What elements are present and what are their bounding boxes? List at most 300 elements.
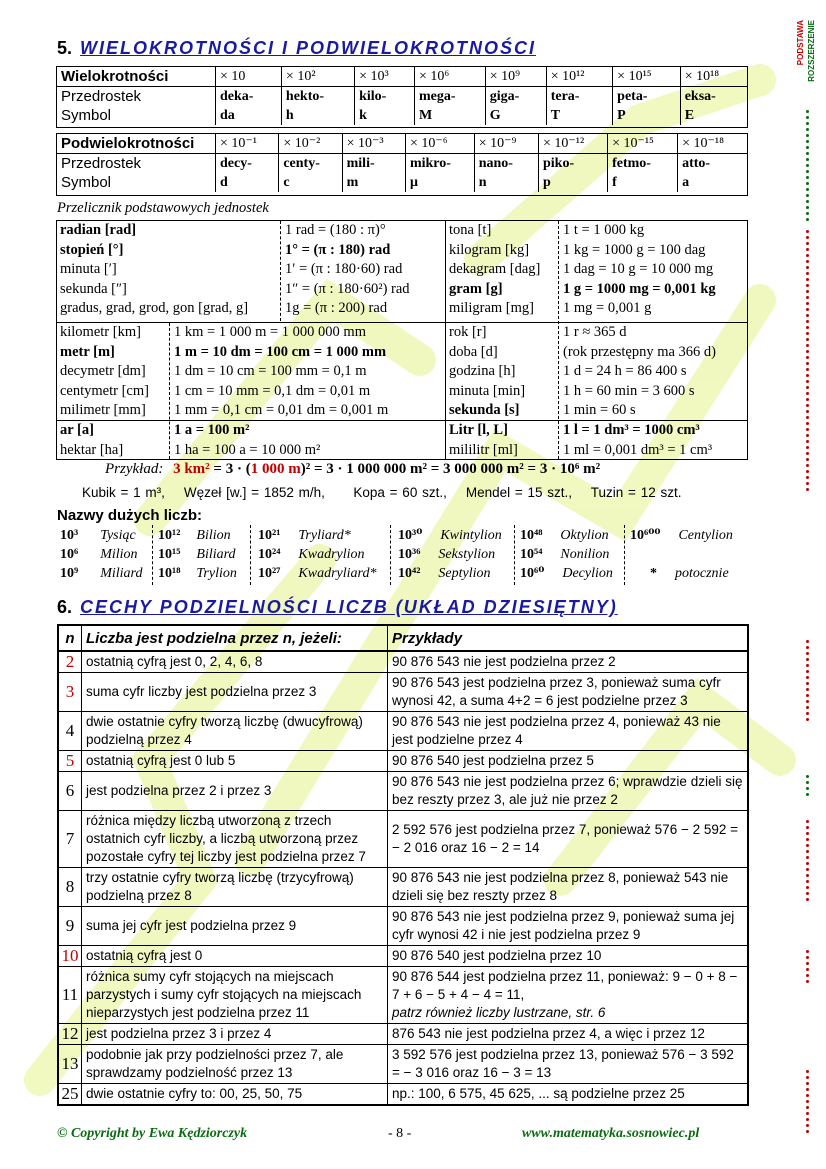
unit-name: mililitr [ml] — [449, 441, 518, 458]
side-dot — [806, 284, 809, 287]
side-dot — [806, 1088, 809, 1091]
big-numbers-separator — [390, 525, 391, 585]
divisor: 6 — [58, 772, 82, 811]
unit-value: 1 dm = 10 cm = 100 mm = 0,1 m — [174, 363, 367, 379]
misc-item: Tuzin = 12 szt. — [590, 485, 682, 500]
condition: jest podzielna przez 3 i przez 4 — [82, 1024, 388, 1045]
unit-name: sekunda [s] — [449, 402, 520, 418]
footer-copyright: © Copyright by Ewa Kędziorczyk — [57, 1126, 248, 1141]
example-label: Przykład: — [105, 461, 164, 477]
grid-line — [445, 220, 446, 459]
side-dot — [806, 434, 809, 437]
side-dot — [806, 1094, 809, 1097]
unit-name: Litr [l, L] — [449, 422, 508, 438]
example-text: 90 876 543 jest podzielna przez 3, ponieważ suma cyfr wynosi 42, a suma 4+2 = 6 jest podzielne przez 3 — [392, 675, 721, 708]
symbol: c — [279, 173, 342, 192]
symbol: G — [485, 106, 546, 125]
side-dot — [806, 152, 809, 155]
side-dot — [806, 1124, 809, 1127]
side-dot — [806, 248, 809, 251]
table-row — [58, 967, 748, 1024]
side-dot — [806, 254, 809, 257]
side-dot — [806, 793, 809, 796]
side-dot — [806, 392, 809, 395]
prefix: eksa- — [680, 87, 747, 107]
table-row — [58, 751, 748, 772]
side-dot — [806, 1100, 809, 1103]
side-dot — [806, 308, 809, 311]
side-dot — [806, 428, 809, 431]
unit-name: metr [m] — [60, 343, 115, 360]
big-number-exponent: 10⁹ — [60, 566, 79, 581]
side-dot — [806, 700, 809, 703]
side-dot — [806, 1070, 809, 1073]
symbol: M — [415, 106, 486, 125]
side-dot — [806, 470, 809, 473]
side-dot — [806, 134, 809, 137]
side-dot — [806, 410, 809, 413]
table-row — [58, 1024, 748, 1045]
big-number-name: Decylion — [562, 566, 613, 581]
side-dot — [806, 1076, 809, 1079]
col-examples: Przykłady — [388, 625, 749, 651]
side-dot — [806, 874, 809, 877]
table-row — [58, 651, 748, 673]
unit-value: 1 km = 1 000 m = 1 000 000 mm — [174, 324, 366, 340]
side-dot — [806, 422, 809, 425]
side-dot — [806, 862, 809, 865]
big-number-item — [258, 564, 376, 583]
side-dot — [806, 302, 809, 305]
example-text: 90 876 540 jest podzielna przez 5 — [392, 753, 594, 768]
table-row — [58, 712, 748, 751]
big-number-name: Nonilion — [560, 547, 610, 562]
symbol-label: Symbol — [61, 107, 112, 124]
divisor: 7 — [58, 811, 82, 868]
unit-name: kilometr [km] — [60, 324, 141, 340]
mass-names — [449, 221, 540, 319]
misc-item: Kopa = 60 szt., — [353, 485, 447, 500]
big-number-exponent: * — [650, 566, 657, 581]
side-strip — [796, 20, 818, 1140]
side-dot — [806, 892, 809, 895]
example — [388, 712, 749, 751]
side-dot — [806, 706, 809, 709]
side-dot — [806, 416, 809, 419]
example — [388, 868, 749, 907]
unit-name: hektar [ha] — [60, 441, 124, 458]
example — [388, 1024, 749, 1045]
grid-dash — [169, 323, 170, 459]
big-number-name: Miliard — [100, 566, 143, 581]
footer-url[interactable]: www.matematyka.sosnowiec.pl — [522, 1126, 700, 1141]
side-dot — [806, 482, 809, 485]
big-number-name: Trylion — [196, 566, 237, 581]
factor: × 10⁻³ — [342, 134, 405, 154]
volume-values — [563, 421, 712, 460]
condition: jest podzielna przez 2 i przez 3 — [82, 772, 388, 811]
side-dot — [806, 1112, 809, 1115]
unit-name: minuta [′] — [60, 261, 117, 277]
side-dot — [806, 200, 809, 203]
misc-item: Mendel = 15 szt., — [465, 485, 573, 500]
side-dot — [806, 122, 809, 125]
factor: × 10⁻² — [279, 134, 342, 154]
section-6-heading: 6. CECHY PODZIELNOŚCI LICZB (UKŁAD DZIESIĘTNY) — [57, 597, 618, 617]
side-dot — [806, 880, 809, 883]
page-number: - 8 - — [388, 1126, 412, 1141]
unit-name: gradus, grad, grod, gon [grad, g] — [60, 300, 249, 316]
symbol: k — [355, 106, 415, 125]
example-text: 3 592 576 jest podzielna przez 13, ponieważ 576 − 3 592 = − 3 016 oraz 16 − 3 = 13 — [392, 1047, 734, 1080]
condition: suma cyfr liczby jest podzielna przez 3 — [82, 673, 388, 712]
side-dot — [806, 164, 809, 167]
side-dot — [806, 868, 809, 871]
side-dot — [806, 980, 809, 983]
table-row — [58, 673, 748, 712]
side-dot — [806, 332, 809, 335]
big-number-item — [398, 564, 491, 583]
side-dot — [806, 446, 809, 449]
side-dot — [806, 664, 809, 667]
factor: × 10⁻¹² — [538, 134, 607, 154]
col-condition: Liczba jest podzielna przez n, jeżeli: — [82, 625, 388, 651]
table-row — [58, 1045, 748, 1084]
big-number-item — [630, 526, 733, 545]
prefix: hekto- — [281, 87, 354, 107]
side-dot — [806, 236, 809, 239]
unit-value: 1 g = 1000 mg = 0,001 kg — [563, 280, 716, 297]
prefix-label: Przedrostek — [61, 88, 142, 105]
big-numbers-title: Nazwy dużych liczb: — [57, 507, 203, 524]
table-row — [58, 907, 748, 946]
unit-name: doba [d] — [449, 343, 498, 360]
side-dot — [806, 962, 809, 965]
prefix: deka- — [216, 87, 282, 107]
unit-name: stopień [°] — [60, 241, 124, 258]
big-number-exponent: 10³ — [60, 528, 79, 543]
multiples-table — [57, 67, 747, 125]
example-text: 90 876 543 nie jest podzielna przez 6; wprawdzie dzieli się bez reszty przez 3, ale już nie przez 2 — [392, 774, 743, 807]
prefix: giga- — [485, 87, 546, 107]
table-row — [58, 946, 748, 967]
unit-name: gram [g] — [449, 280, 503, 297]
side-dot — [806, 188, 809, 191]
unit-name: miligram [mg] — [449, 300, 534, 316]
side-dot — [806, 404, 809, 407]
example — [388, 751, 749, 772]
side-dot — [806, 476, 809, 479]
condition: różnica sumy cyfr stojących na miejscach parzystych i sumy cyfr stojących na miejscach nieparzystych jest podzielna przez 11 — [82, 967, 388, 1024]
big-number-name: Milion — [100, 547, 138, 562]
big-number-item — [60, 564, 142, 583]
unit-value: 1 r ≈ 365 d — [563, 324, 627, 340]
unit-value: 1 mg = 0,001 g — [563, 300, 652, 316]
side-dot — [806, 1118, 809, 1121]
side-dot — [806, 398, 809, 401]
example-text: 90 876 543 nie jest podzielna przez 9, ponieważ suma jej cyfr wynosi 42 i nie jest podzielna przez 9 — [392, 909, 735, 942]
unit-name: milimetr [mm] — [60, 402, 146, 418]
prefix: centy- — [279, 154, 342, 174]
example-part: 1 000 m — [250, 461, 301, 477]
factor: × 10⁻⁹ — [474, 134, 538, 154]
example — [388, 946, 749, 967]
big-numbers-separator — [624, 525, 625, 585]
unit-value: 1g = (π : 200) rad — [285, 300, 388, 316]
divisor: 10 — [58, 946, 82, 967]
example-text: 2 592 576 jest podzielna przez 7, ponieważ 576 − 2 592 = − 2 016 oraz 16 − 2 = 14 — [392, 822, 739, 855]
side-dot — [806, 956, 809, 959]
side-dot — [806, 350, 809, 353]
side-dot — [806, 1130, 809, 1133]
factor: × 10⁻¹⁵ — [608, 134, 678, 154]
table-row — [58, 1084, 748, 1106]
angle-values — [285, 221, 410, 319]
submultiples-label: Podwielokrotności — [61, 135, 195, 152]
big-number-exponent: 10¹⁸ — [158, 566, 181, 581]
big-number-item — [158, 564, 237, 583]
side-dot — [806, 326, 809, 329]
divisor: 13 — [58, 1045, 82, 1084]
side-dot — [806, 1106, 809, 1109]
multiples-label: Wielokrotności — [61, 68, 169, 85]
unit-name: centymetr [cm] — [60, 382, 149, 399]
unit-value: 1 l = 1 dm³ = 1000 cm³ — [563, 422, 700, 438]
big-number-item — [158, 545, 236, 564]
condition: dwie ostatnie cyfry to: 00, 25, 50, 75 — [82, 1084, 388, 1106]
side-dot — [806, 712, 809, 715]
side-dot — [806, 820, 809, 823]
big-number-exponent: 10¹² — [158, 528, 181, 543]
side-dot — [806, 452, 809, 455]
example-text: 90 876 540 jest podzielna przez 10 — [392, 948, 602, 963]
side-dot — [806, 652, 809, 655]
unit-value: 1 rad = (180 : π)° — [285, 222, 386, 238]
side-dot — [806, 688, 809, 691]
side-dot — [806, 344, 809, 347]
side-dot — [806, 838, 809, 841]
big-number-exponent: 10³⁶ — [398, 547, 421, 562]
example — [388, 811, 749, 868]
big-number-item — [520, 545, 609, 564]
big-number-name: Kwadryliard* — [298, 566, 377, 581]
side-dot — [806, 278, 809, 281]
unit-value: 1 mm = 0,1 cm = 0,01 dm = 0,001 m — [174, 402, 389, 418]
side-dot — [806, 646, 809, 649]
example-text: 876 543 nie jest podzielna przez 4, a więc i przez 12 — [392, 1026, 705, 1041]
grid-line — [747, 220, 748, 459]
big-number-item — [258, 545, 365, 564]
side-dot — [806, 116, 809, 119]
big-number-item — [60, 526, 136, 545]
example — [388, 651, 749, 673]
side-dot — [806, 182, 809, 185]
side-dot — [806, 974, 809, 977]
big-number-exponent: 10⁶ — [60, 547, 79, 562]
big-numbers-separator — [514, 525, 515, 585]
side-dot — [806, 266, 809, 269]
side-dot — [806, 886, 809, 889]
example-part: = 3 · ( — [209, 461, 251, 477]
divisor: 11 — [58, 967, 82, 1024]
example — [388, 673, 749, 712]
side-dot — [806, 176, 809, 179]
big-number-name: Kwadrylion — [298, 547, 365, 562]
big-number-item — [650, 564, 729, 583]
big-number-name: potocznie — [675, 566, 729, 581]
side-dot — [806, 218, 809, 221]
symbol: μ — [405, 173, 474, 192]
big-number-name: Septylion — [438, 566, 491, 581]
side-dot — [806, 272, 809, 275]
big-number-name: Sekstylion — [438, 547, 496, 562]
symbol: P — [613, 106, 681, 125]
big-numbers-separator — [250, 525, 251, 585]
big-numbers-separator — [152, 525, 153, 585]
condition: suma jej cyfr jest podzielna przez 9 — [82, 907, 388, 946]
factor: × 10³ — [355, 67, 415, 87]
side-dot — [806, 212, 809, 215]
side-dot — [806, 314, 809, 317]
example — [388, 1084, 749, 1106]
symbol: E — [680, 106, 747, 125]
unit-name: minuta [min] — [449, 382, 526, 399]
side-dot — [806, 832, 809, 835]
unit-value: 1 a = 100 m² — [174, 422, 250, 438]
side-dot — [806, 242, 809, 245]
big-number-name: Oktylion — [560, 528, 609, 543]
symbol: h — [281, 106, 354, 125]
big-number-exponent: 10⁵⁴ — [520, 547, 543, 562]
divisor: 5 — [58, 751, 82, 772]
factor: × 10⁶ — [415, 67, 486, 87]
example — [388, 967, 749, 1024]
symbol: n — [474, 173, 538, 192]
side-dot — [806, 464, 809, 467]
side-dot — [806, 290, 809, 293]
angle-names — [60, 221, 248, 319]
unit-value: 1° = (π : 180) rad — [285, 241, 391, 258]
big-number-item — [520, 564, 613, 583]
side-dot — [806, 158, 809, 161]
symbol: da — [216, 106, 282, 125]
prefix: decy- — [216, 154, 279, 174]
unit-value: 1 h = 60 min = 3 600 s — [563, 382, 695, 399]
unit-value: 1 cm = 10 mm = 0,1 dm = 0,01 m — [174, 382, 371, 399]
side-dot — [806, 230, 809, 233]
side-dot — [806, 458, 809, 461]
prefix: mega- — [415, 87, 486, 107]
side-dot — [806, 140, 809, 143]
unit-name: kilogram [kg] — [449, 241, 530, 258]
side-dot — [806, 718, 809, 721]
divisor: 3 — [58, 673, 82, 712]
condition: trzy ostatnie cyfry tworzą liczbę (trzycyfrową) podzielną przez 8 — [82, 868, 388, 907]
side-dot — [806, 362, 809, 365]
big-number-name: Tryliard* — [298, 528, 351, 543]
example — [388, 772, 749, 811]
side-dot — [806, 386, 809, 389]
prefix: atto- — [678, 154, 747, 174]
side-dot — [806, 826, 809, 829]
side-dot — [806, 898, 809, 901]
side-dot — [806, 844, 809, 847]
side-dot — [806, 320, 809, 323]
example-line — [105, 461, 600, 478]
condition: ostatnią cyfrą jest 0 — [82, 946, 388, 967]
symbol: d — [216, 173, 279, 192]
symbol: p — [538, 173, 607, 192]
divisor: 2 — [58, 651, 82, 673]
prefix: peta- — [613, 87, 681, 107]
side-dot — [806, 856, 809, 859]
prefix-label: Przedrostek — [61, 155, 142, 172]
submultiples-table — [57, 134, 747, 192]
unit-name: godzina [h] — [449, 363, 516, 379]
unit-name: rok [r] — [449, 324, 487, 340]
prefix: piko- — [538, 154, 607, 174]
symbol: f — [608, 173, 678, 192]
example — [388, 907, 749, 946]
factor: × 10¹⁵ — [613, 67, 681, 87]
section-5-heading: 5. WIELOKROTNOŚCI I PODWIELOKROTNOŚCI — [57, 38, 537, 58]
condition: dwie ostatnie cyfry tworzą liczbę (dwucyfrową) podzielną przez 4 — [82, 712, 388, 751]
unit-value: 1 m = 10 dm = 100 cm = 1 000 mm — [174, 343, 387, 360]
converter-title: Przelicznik podstawowych jednostek — [57, 200, 269, 216]
side-dot — [806, 356, 809, 359]
example-part: )² = 3 · 1 000 000 m² = 3 000 000 m² = 3 · 10⁶ m² — [300, 461, 601, 477]
big-number-exponent: 10³⁰ — [398, 528, 423, 543]
condition: ostatnią cyfrą jest 0, 2, 4, 6, 8 — [82, 651, 388, 673]
factor: × 10⁻¹ — [216, 134, 279, 154]
condition: ostatnią cyfrą jest 0 lub 5 — [82, 751, 388, 772]
side-dot — [806, 968, 809, 971]
big-number-item — [60, 545, 138, 564]
side-dot — [806, 950, 809, 953]
unit-name: sekunda [″] — [60, 280, 127, 297]
misc-item: Kubik = 1 m³, — [82, 485, 165, 500]
side-dot — [806, 670, 809, 673]
side-dot — [806, 682, 809, 685]
prefix: tera- — [546, 87, 612, 107]
side-dot — [806, 676, 809, 679]
factor: × 10⁻⁶ — [405, 134, 474, 154]
mass-values — [563, 221, 716, 319]
side-label-podstawa: PODSTAWA — [796, 20, 805, 66]
example-text: np.: 100, 6 575, 45 625, ... są podzielne przez 25 — [392, 1086, 685, 1101]
side-dot — [806, 488, 809, 491]
big-number-item — [258, 526, 351, 545]
unit-name: tona [t] — [449, 222, 492, 238]
divisor: 8 — [58, 868, 82, 907]
table-row — [58, 772, 748, 811]
divisor: 25 — [58, 1084, 82, 1106]
side-dot — [806, 775, 809, 778]
factor: × 10⁹ — [485, 67, 546, 87]
side-dot — [806, 128, 809, 131]
prefix: kilo- — [355, 87, 415, 107]
area-names — [60, 421, 123, 460]
symbol: T — [546, 106, 612, 125]
symbol: a — [678, 173, 747, 192]
unit-name: ar [a] — [60, 422, 94, 438]
divisibility-table — [57, 624, 749, 1106]
prefix: fetmo- — [608, 154, 678, 174]
unit-name: radian [rad] — [60, 222, 137, 238]
side-dot — [806, 781, 809, 784]
side-dot — [806, 260, 809, 263]
unit-value: 1″ = (π : 180·60²) rad — [285, 280, 410, 297]
